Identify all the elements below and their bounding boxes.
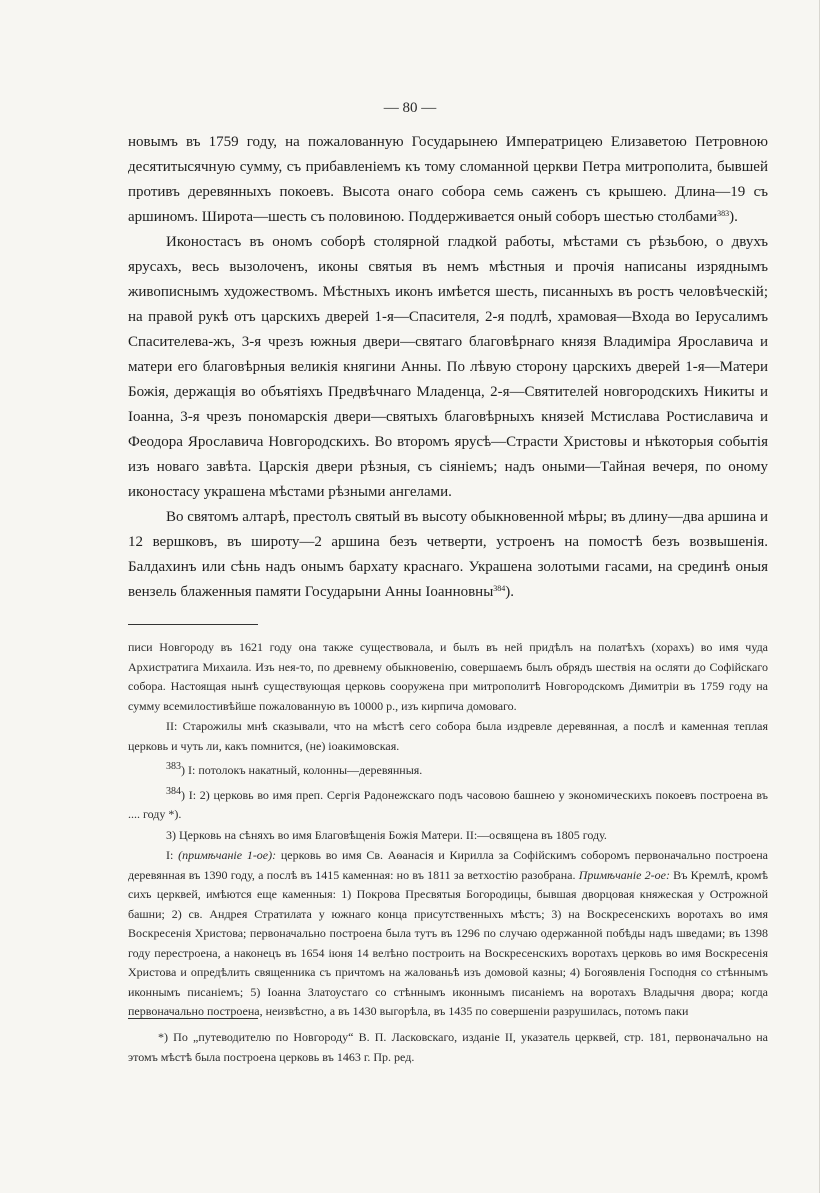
paragraph-1-text: новымъ въ 1759 году, на пожалованную Государынею Императрицею Елизаветою Петровною десятитысячную сумму, съ прибавленіемъ къ тому сломанной церкви Петра митрополита, бывшей противъ деревянныхъ покоевъ. Высота онаго собора семь саженъ съ крышею. Длина—19 съ аршиномъ. Широта—шесть съ половиною. Поддерживается оный соборъ шестью столбами xyxy=(128,134,768,225)
footnote-383-text: ) I: потолокъ накатный, колонны—деревянныя. xyxy=(181,763,423,777)
editor-note-divider xyxy=(128,1018,258,1019)
footnote-divider xyxy=(128,624,258,625)
editor-note-text: *) По „путеводителю по Новгороду“ В. П. Ласковскаго, изданіе II, указатель церквей, стр. 181, первоначально на этомъ мѣстѣ была построена церковь въ 1463 г. Пр. ред. xyxy=(128,1030,768,1064)
note-2-text: Въ Кремлѣ, кромѣ сихъ церквей, имѣются еще каменныя: 1) Покрова Пресвятыя Богородицы, бывшая дворцовая княжеская у Острожной башни; 2) св. Андрея Стратилата у южнаго конца присутственныхъ мѣстъ; 3) на Воскресенскихъ воротахъ во имя Воскресенія Христова; первоначально построена была тутъ въ 1296 по случаю одержанной побѣды надъ шведами; въ 1398 году перестроена, а наконецъ въ 1654 іюня 14 велѣно построить на Воскресенскихъ воротахъ церковь во имя Воскресенія Христова и опредѣлить священника съ причтомъ на жалованьѣ изъ домовой казны; 4) Богоявленія Господня со стѣннымъ иконнымъ писаніемъ; 5) Іоанна Златоустаго со стѣннымъ иконнымъ писаніемъ на воротахъ Владычня двора; когда первоначально построена, неизвѣстно, а въ 1430 выгорѣла, въ 1435 по совершеніи разрушилась, потомъ паки xyxy=(128,867,768,1018)
paragraph-1-end: ). xyxy=(729,209,738,225)
footnote-ref-383[interactable]: 383 xyxy=(717,209,730,218)
footnote-3: 3) Церковь на сѣняхъ во имя Благовѣщенія Божія Матери. II:—освящена въ 1805 году. xyxy=(166,827,607,842)
footnote-384-number: 384 xyxy=(166,785,181,797)
paragraph-1 xyxy=(128,130,768,230)
footnote-384 xyxy=(128,782,768,825)
footnote-383-number: 383 xyxy=(166,761,181,772)
paragraph-3-end: ). xyxy=(505,584,515,600)
editor-note xyxy=(128,1028,768,1067)
footnote-383 xyxy=(128,757,768,781)
paragraph-3 xyxy=(128,505,768,605)
main-text xyxy=(128,130,768,605)
page-number: — 80 — xyxy=(383,100,437,116)
footnote-notes-prefix: I: xyxy=(166,848,179,862)
footnotes xyxy=(128,638,768,1022)
footnote-ii: II: Старожилы мнѣ сказывали, что на мѣстѣ сего собора была издревле деревянная, а послѣ и каменная теплая церковь и чуть ли, какъ помнится, (не) іоакимовская. xyxy=(128,719,768,753)
note-1-text: церковь во имя Св. Аѳанасія и Кирилла за Софійскимъ соборомъ первоначально построена деревянная въ 1390 году, а послѣ въ 1415 каменная: но въ 1811 за ветхостію разобрана. xyxy=(128,848,768,882)
footnote-384-text: ) I: 2) церковь во имя преп. Сергія Радонежскаго подъ часовою башнею у экономическихъ покоевъ построена въ .... году *). xyxy=(128,787,768,821)
footnote-continued: писи Новгороду въ 1621 году она также существовала, и былъ въ ней придѣлъ на полатѣхъ (хорахъ) во имя чуда Архистратига Михаила. Изъ нея-то, по древнему обыкновенію, совершаемъ былъ обрядъ шествія на осляти до Софійскаго собора. Настоящая нынѣ существующая церковь сооружена при митрополитѣ Новгородскомъ Димитріи въ 1759 году на сумму всемилостивѣйше пожалованную въ 10000 р., изъ кирпича домоваго. xyxy=(128,640,768,713)
paragraph-2: Иконостасъ въ ономъ соборѣ столярной гладкой работы, мѣстами съ рѣзьбою, о двухъ ярусахъ, весь вызолоченъ, иконы святыя въ немъ мѣстныя и прочія написаны изряднымъ живописнымъ художествомъ. Мѣстныхъ иконъ имѣется шесть, писанныхъ въ ростъ человѣческій; на правой рукѣ отъ царскихъ дверей 1-я—Спасителя, 2-я подлѣ, храмовая—Входа во Іерусалимъ Спасителева-жъ, 3-я чрезъ южныя двери—святаго благовѣрнаго князя Владиміра Ярославича и матери его благовѣрныя великія княгини Анны. По лѣвую сторону царскихъ дверей 1-я—Матери Божія, держащія во объятіяхъ Предвѣчнаго Младенца, 2-я—Святителей новгородскихъ Никиты и Іоанна, 3-я чрезъ пономарскія двери—святыхъ благовѣрныхъ князей Мстислава Ростиславича и Феодора Ярославича Новгородскихъ. Во второмъ ярусѣ—Страсти Христовы и нѣкоторыя событія изъ новаго завѣта. Царскія двери рѣзныя, съ сіяніемъ; надъ оными—Тайная вечеря, по оному иконостасу украшена мѣстами рѣзными ангелами. xyxy=(128,234,768,500)
paragraph-3-text: Во святомъ алтарѣ, престолъ святый въ высоту обыкновенной мѣры; въ длину—два аршина и 12 вершковъ, въ широту—2 аршина безъ четверти, устроенъ на помостѣ безъ возвышенія. Балдахинъ или сѣнь надъ онымъ бархату краснаго. Украшена золотыми гасами, на срединѣ оныя вензель блаженныя памяти Государыни Анны Іоанновны xyxy=(128,509,768,600)
note-2-label: Примѣчаніе 2-ое: xyxy=(578,867,670,882)
footnote-notes xyxy=(128,846,768,1022)
note-1-label: (примѣчаніе 1-ое): xyxy=(178,848,277,862)
footnote-ref-384[interactable]: 384 xyxy=(493,584,506,593)
